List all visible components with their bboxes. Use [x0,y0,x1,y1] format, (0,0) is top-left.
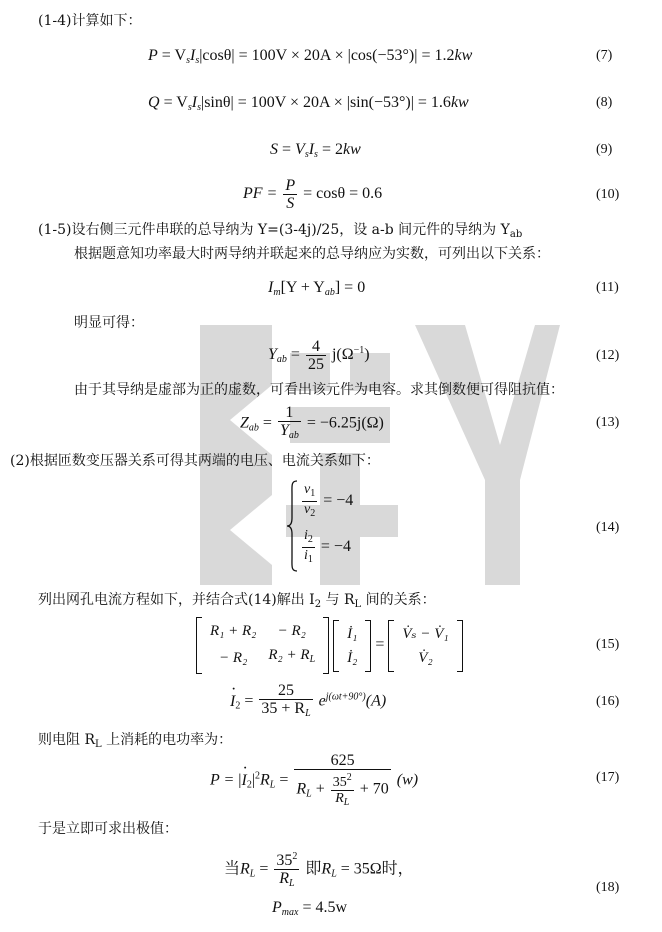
equation-17: P = |· $I_2|^2R_L$ = 625 $R_L$ + $\frac{35^2}{R_L}$ + 70 (w) [210,752,418,810]
equation-number-8: (8) [596,95,613,110]
equation-number-9: (9) [596,142,613,157]
equation-number-15: (15) [596,637,620,652]
capacitor-text: 由于其导纳是虚部为正的虚数，可看出该元件为电容。求其倒数便可得阻抗值： [74,382,564,398]
equation-number-18: (18) [596,880,620,895]
section-1-4-heading: (1-4)计算如下： [38,13,142,29]
equation-18-line2: $P_{max} = 4.5w$ [272,899,348,918]
obvious-text: 明显可得： [74,315,144,331]
equation-number-17: (17) [596,770,620,785]
equation-number-14: (14) [596,520,620,535]
impedance-matrix: R₁ + R₂ − R₂ − R₂ $R_2 + R_L$ [196,617,329,674]
equation-number-13: (13) [596,415,620,430]
voltage-vector: V̇ₛ − V̇₁ V̇₂ [388,620,462,672]
equation-number-7: (7) [596,48,613,63]
equation-number-10: (10) [596,187,620,202]
extreme-value-text: 于是立即可求出极值： [38,821,178,837]
equation-16: · $I_2$ = $\frac{25}{35 + R_L}$ $e^{j(\omega t+90^\circ)}(A)$ [230,682,386,722]
mesh-equation-text: 列出网孔电流方程如下，并结合式(14)解出 $I_2$ 与 $R_L$ 间的关系： [38,592,436,610]
equation-15: R₁ + R₂ − R₂ − R₂ $R_2 + R_L$ İ₁ İ₂ = V̇ₛ − V̇₁ V̇₂ [196,617,463,674]
equation-number-11: (11) [596,280,619,295]
equation-11: $I_m[Y + Y_{ab}] = 0$ [268,279,366,298]
equation-18-line1: 当$R_L$ = $\frac{35^2}{R_L}$ 即$R_L = 35\Omega$时， [224,848,414,892]
equation-14-row1: $\frac{v_1}{v_2}$ = −4 [304,482,354,519]
section-1-5-line1: (1-5)设右侧三元件串联的总导纳为 Y=(3-4j)/25，设 a-b 间元件的导纳为 $Y_{ab}$ [38,222,523,240]
equation-13: $Z_{ab}$ = $\frac{1}{Y_{ab}}$ = −6.25j(Ω) [240,404,384,441]
power-text: 则电阻 $R_L$ 上消耗的电功率为： [38,732,233,750]
current-vector: İ₁ İ₂ [333,620,371,672]
section-1-5-line2: 根据题意知功率最大时两导纳并联起来的总导纳应为实数，可列出以下关系： [74,246,550,262]
equation-10: PF = $\frac{P}{S}$ = cosθ = 0.6 [243,177,383,212]
equation-8: $Q = V_sI_s|\sin\theta| = 100V \times 20A \times |\sin(-53^\circ)| = 1.6kw$ [148,94,469,113]
equation-14-row2: $\frac{i_2}{i_1}$ = −4 [304,528,351,565]
equation-9: $S = V_sI_s = 2kw$ [270,141,361,160]
equation-number-16: (16) [596,694,620,709]
section-2-text: (2)根据匝数变压器关系可得其两端的电压、电流关系如下： [10,453,380,469]
equation-7: $P = V_sI_s|\cos\theta| = 100V \times 20A \times |\cos(-53^\circ)| = 1.2kw$ [148,47,473,66]
left-brace [286,480,298,572]
equation-number-12: (12) [596,348,620,363]
equation-12: $Y_{ab}$ = $\frac{4}{25}$ $j(\Omega^{-1})$ [268,338,370,373]
